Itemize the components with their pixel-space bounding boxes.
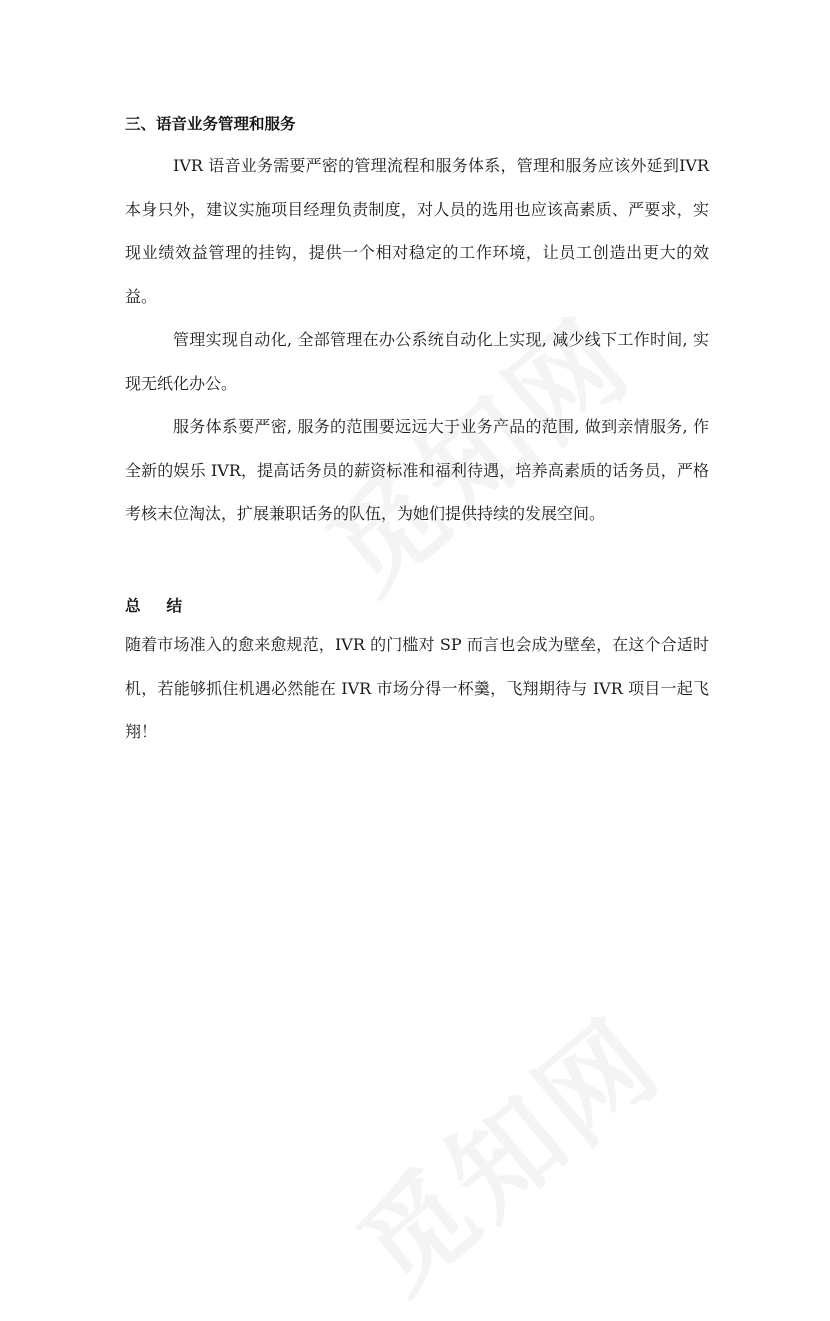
section-heading-summary: 总结: [125, 597, 209, 615]
paragraph-ivr-management: IVR 语音业务需要严密的管理流程和服务体系，管理和服务应该外延到IVR 本身只外，建议实施项目经理负责制度，对人员的选用也应该高素质、严要求，实现业绩效益管理的挂钩，提供一个相对稳定的工作环境，让员工创造出更大的效益。: [125, 156, 709, 306]
paragraph-service-system: 服务体系要严密, 服务的范围要远远大于业务产品的范围, 做到亲情服务, 作全新的娱乐 IVR，提高话务员的薪资标准和福利待遇，培养高素质的话务员，严格考核末位淘汰，扩展兼职话务的队伍，为她们提供持续的发展空间。: [125, 417, 709, 523]
paragraph-summary: 随着市场准入的愈来愈规范，IVR 的门槛对 SP 而言也会成为壁垒，在这个合适时机，若能够抓住机遇必然能在 IVR 市场分得一杯羹，飞翔期待与 IVR 项目一起飞翔！: [125, 635, 709, 741]
section-heading-service: 三、语音业务管理和服务: [125, 115, 296, 133]
paragraph-automation: 管理实现自动化, 全部管理在办公系统自动化上实现, 减少线下工作时间, 实现无纸化办公。: [125, 330, 709, 393]
watermark: [320, 977, 688, 1321]
